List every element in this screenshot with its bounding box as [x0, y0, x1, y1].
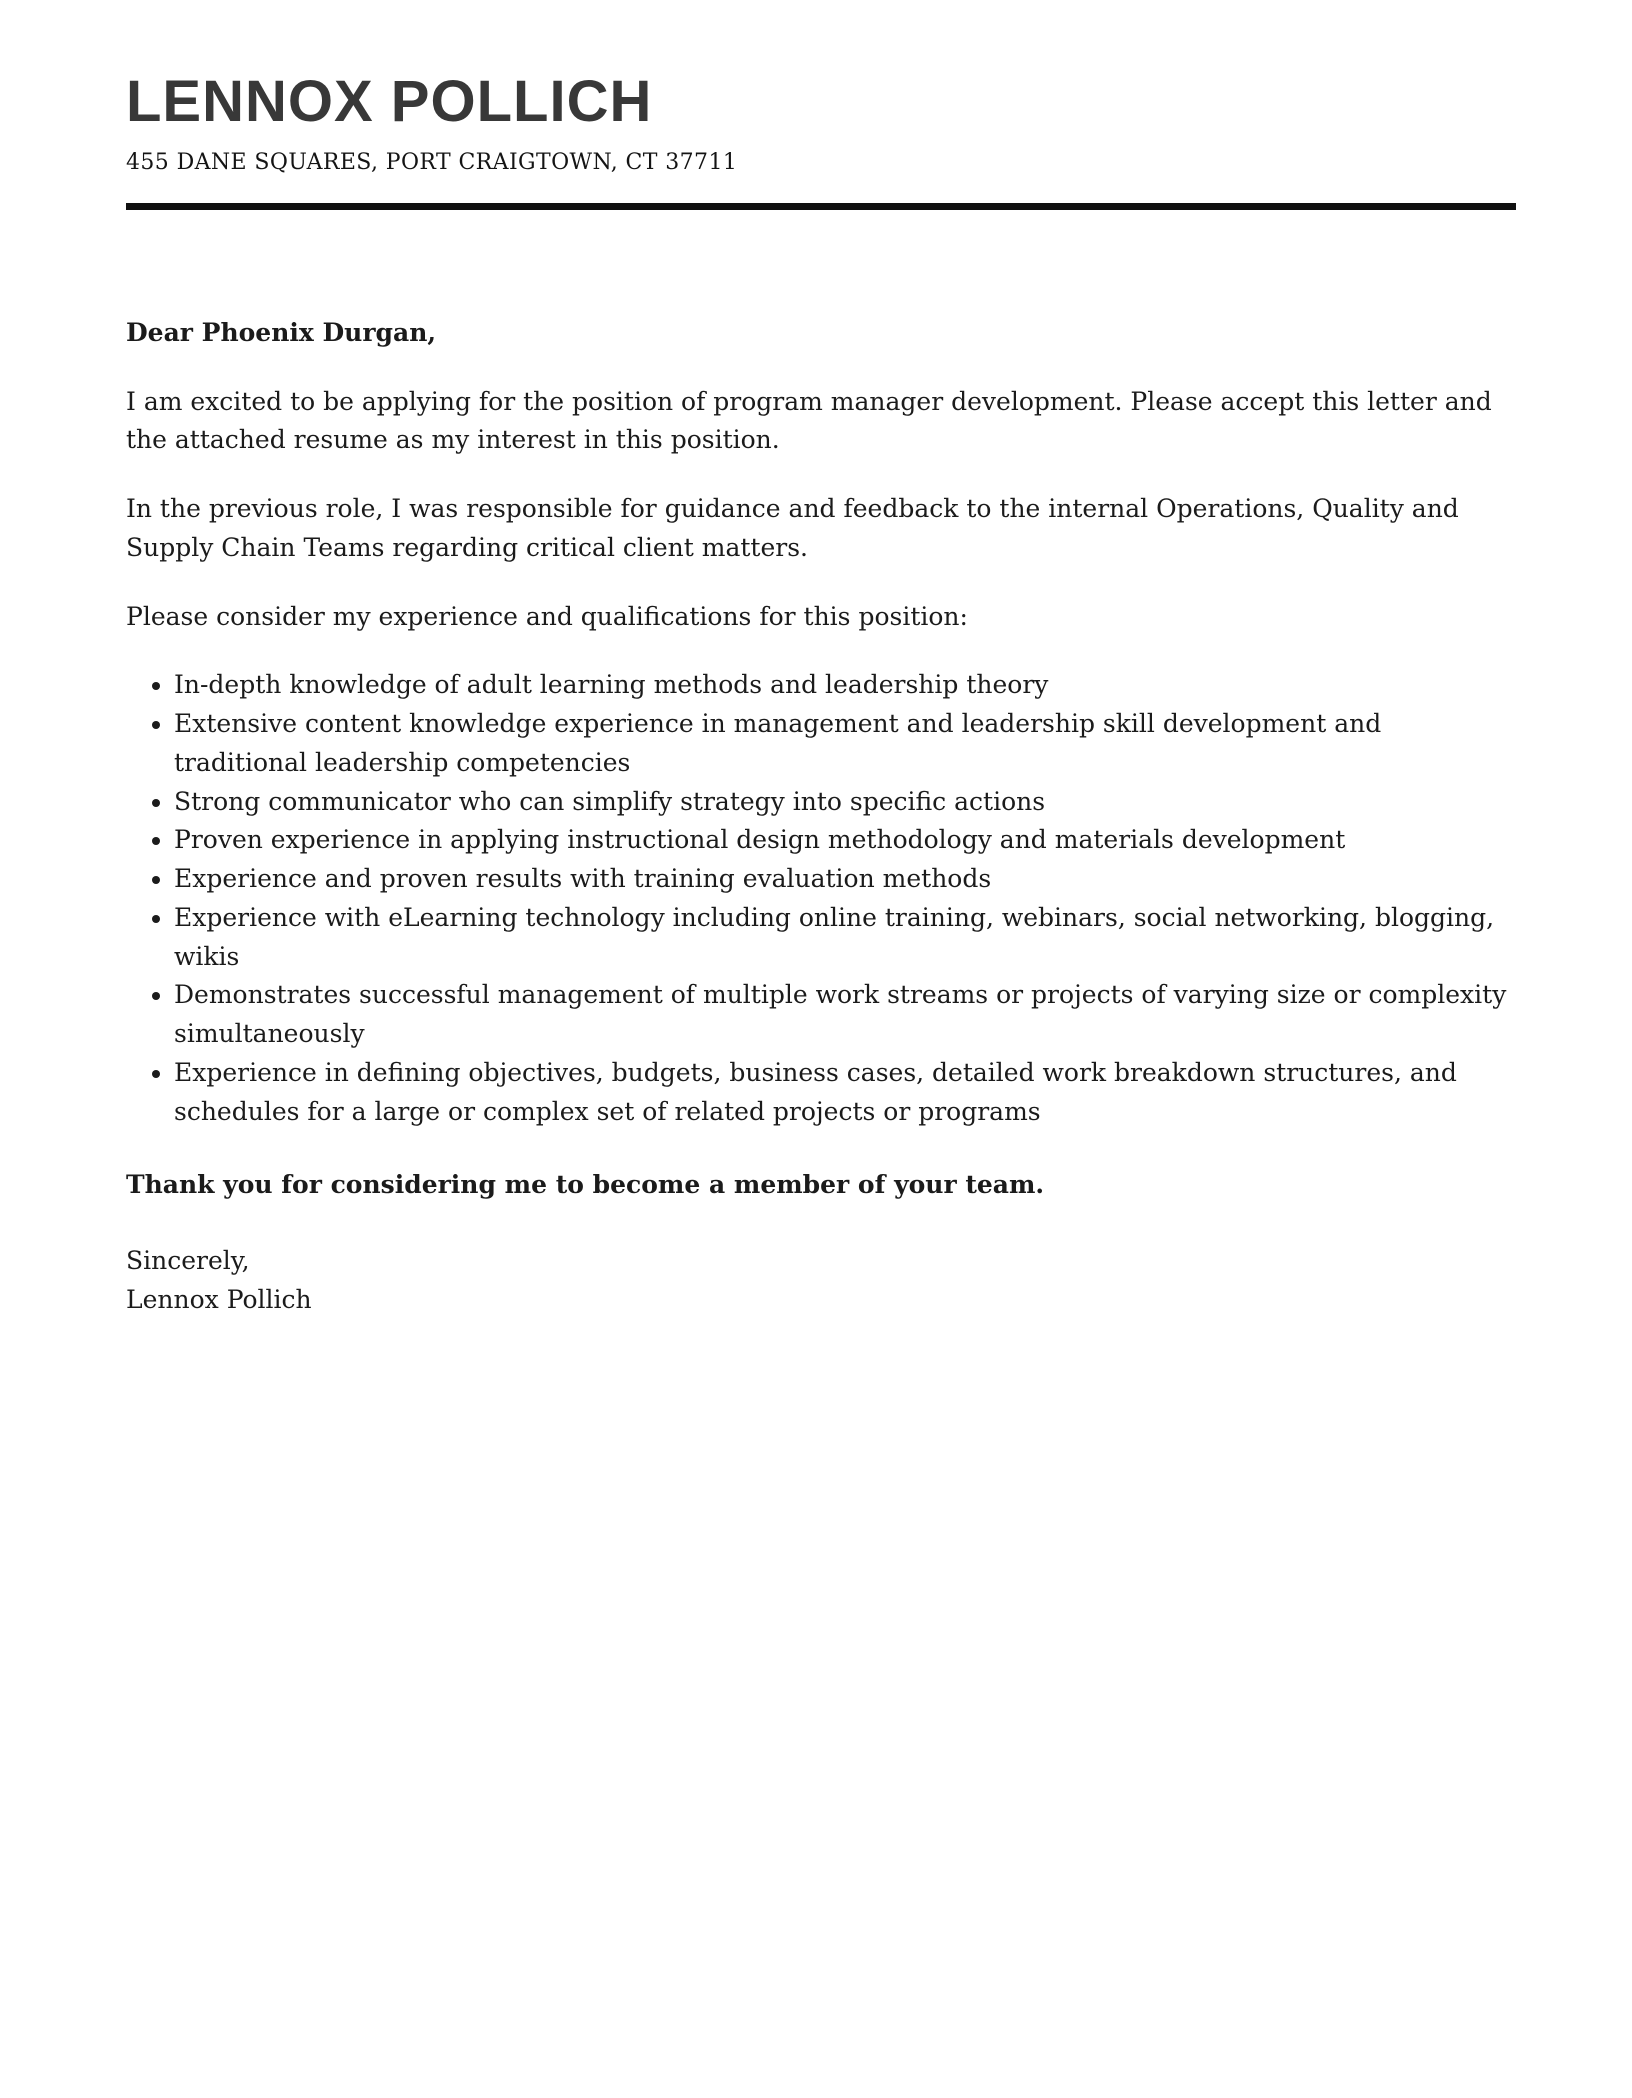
intro-paragraph: I am excited to be applying for the position of program manager development. Please accept this letter and the attached resume as my interest in this position.: [126, 386, 1492, 455]
signature-name: Lennox Pollich: [126, 1284, 312, 1314]
list-item: • Demonstrates successful management of multiple work streams or projects of varying size or complexity simultaneously: [174, 976, 1516, 1054]
sender-address: 455 DANE SQUARES, PORT CRAIGTOWN, CT 37711: [126, 149, 738, 175]
list-item: • Experience with eLearning technology including online training, webinars, social networking, blogging, wikis: [174, 899, 1516, 977]
qualifications-list: [126, 666, 1516, 1131]
sender-name: LENNOX POLLICH: [126, 69, 653, 134]
letter-header: [126, 70, 1516, 210]
letter-body: [126, 314, 1516, 1320]
salutation: Dear Phoenix Durgan,: [126, 317, 437, 347]
closing-word: Sincerely,: [126, 1246, 250, 1276]
list-item: • In-depth knowledge of adult learning methods and leadership theory: [174, 666, 1516, 705]
qualifications-lead-in: Please consider my experience and qualifications for this position:: [126, 601, 968, 631]
list-item: • Extensive content knowledge experience in management and leadership skill development and traditional leadership competencies: [174, 705, 1516, 783]
closing-statement: Thank you for considering me to become a member of your team.: [126, 1170, 1045, 1200]
list-item: • Proven experience in applying instructional design methodology and materials development: [174, 821, 1516, 860]
header-divider: [126, 203, 1516, 210]
previous-role-paragraph: In the previous role, I was responsible for guidance and feedback to the internal Operations, Quality and Supply Chain Teams regarding critical client matters.: [126, 494, 1459, 562]
signoff-block: [126, 1242, 1516, 1320]
list-item: • Experience in defining objectives, budgets, business cases, detailed work breakdown structures, and schedules for a large or complex set of related projects or programs: [174, 1054, 1516, 1132]
list-item: • Experience and proven results with training evaluation methods: [174, 860, 1516, 899]
list-item: • Strong communicator who can simplify strategy into specific actions: [174, 783, 1516, 822]
